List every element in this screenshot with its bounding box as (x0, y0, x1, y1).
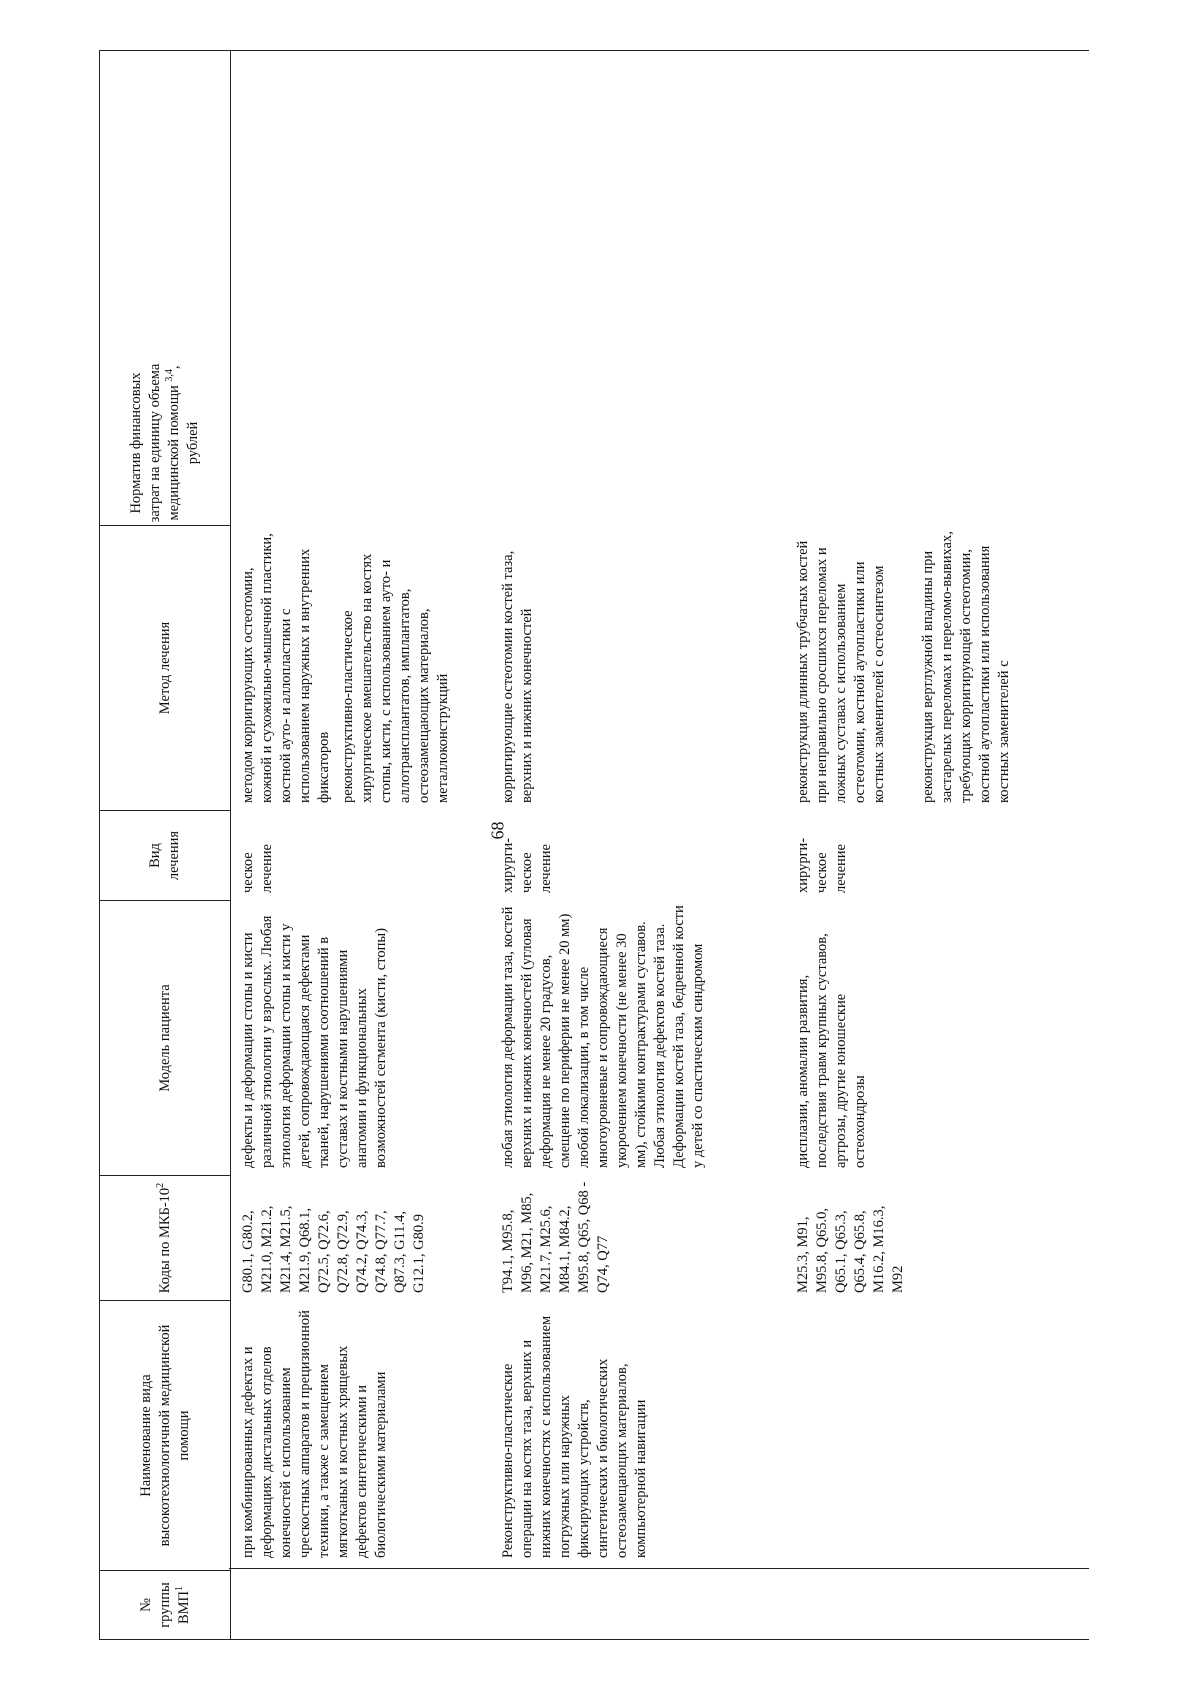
row3-icd-codes: M25.3, M91, M95.8, Q65.0, Q65.1, Q65.3, Q65.4, Q65.8, M16.2, M16.3, M92 (795, 1205, 906, 1293)
header-treatment-type (100, 810, 230, 900)
row1-treatment-type: ческое лечение (240, 844, 275, 893)
table-header (99, 50, 231, 1640)
header-vmp-name (100, 1300, 230, 1570)
header-vmp-name-label: Наименование вида высокотехнологичной медицинской помощи (137, 1324, 192, 1547)
header-treatment-method (100, 525, 230, 810)
row1-treatment-method-1: методом корригирующих остеотомии, кожной и сухожильно-мышечной пластики, костной ауто- и аллопластики с использованием наружных и внутренних фиксаторов (240, 533, 332, 803)
row1-treatment-method-2: реконструктивно-пластическое хирургическое вмешательство на костях стопы, кисти, с использованием ауто- и аллотрансплантатов, имплантатов, остеозамещающих материалов, металлоконструкций (340, 553, 451, 803)
header-treatment-type-label: Вид лечения (147, 830, 182, 881)
footnote-marker: 1 (173, 1585, 185, 1591)
header-icd-codes-label: Коды по МКБ-10 (156, 1187, 173, 1294)
rotated-page (99, 50, 1089, 1640)
row1-icd-codes: G80.1, G80.2, M21.0, M21.2, M21.4, M21.5, M21.9, Q68.1, Q72.5, Q72.6, Q72.8, Q72.9, Q74.2, Q74.3, Q74.8, Q77.7, Q87.3, G11.4, G12.1, G80.9 (240, 1205, 427, 1293)
row2-patient-model: любая этиология деформации таза, костей верхних и нижних конечностей (угловая деформация не менее 20 градусов, смещение по периферии не менее 20 мм) любой локализации, в том числе многоуровневые и сопровождающиеся укорочением конечности (не менее 30 мм), стойкими контрактурами суставов. Любая этиология дефектов костей таза. Деформации костей таза, бедренной кости у детей со спастическим синдромом (500, 905, 706, 1168)
row2-treatment-type: хирурги-ческое лечение (500, 837, 554, 893)
header-cost-standard (100, 50, 230, 525)
header-cost-unit: , рублей (166, 365, 201, 465)
row3-treatment-method-1: реконструкция длинных трубчатых костей при неправильно сросшихся переломах и ложных суставах с использованием остеотомии, костной аутопластики или костных заменителей с остеосинтезом (795, 540, 887, 803)
row2-vmp-name: Реконструктивно-пластические операции на костях таза, верхних и нижних конечностях с использованием погружных или наружных фиксирующих устройств, синтетических и биологических остеозамещающих материалов, компьютерной навигации (500, 1315, 649, 1558)
row2-icd-codes: T94.1, M95.8, M96, M21, M85, M21.7, M25.6, M84.1, M84.2, M95.8, Q65, Q68 - Q74, Q77 (500, 1181, 611, 1293)
row3-treatment-type: хирурги-ческое лечение (795, 837, 849, 893)
header-treatment-method-label: Метод лечения (156, 621, 173, 715)
header-group-number-label: № группы ВМП (137, 1582, 192, 1628)
footnote-marker: 2 (154, 1182, 166, 1188)
header-patient-model-label: Модель пациента (156, 984, 173, 1092)
row2-treatment-method-1: корригирующие остеотомии костей таза, верхних и нижних конечностей (500, 550, 535, 803)
header-patient-model (100, 900, 230, 1175)
footnote-marker: 3,4 (164, 369, 176, 382)
header-group-number (100, 1570, 230, 1640)
header-cost-standard-label: Норматив финансовых затрат на единицу объема медицинской помощи (128, 363, 182, 523)
vmp-table (99, 50, 1089, 1640)
header-icd-codes (100, 1175, 230, 1300)
page-number: 68 (487, 821, 508, 840)
row1-patient-model: дефекты и деформации стопы и кисти различной этиологии у взрослых. Любая этиология деформации стопы и кисти у детей, сопровождающаяся дефектами тканей, нарушениями соотношений в суставах и костными нарушениями анатомии и функциональных возможностей сегмента (кисти, стопы) (240, 915, 389, 1168)
row3-patient-model: дисплазии, аномалии развития, последствия травм крупных суставов, артрозы, другие юношеские остеохондрозы (795, 933, 868, 1168)
table-body (229, 50, 1089, 1640)
row1-vmp-name: при комбинированных дефектах и деформациях дистальных отделов конечностей с использованием чрескостных аппаратов и прецизионной техники, а также с замещением мягкотканых и костных хрящевых дефектов синтетическими и биологическими материалами (240, 1310, 389, 1558)
row3-treatment-method-2: реконструкция вертлужной впадины при застарелых переломах и переломо-вывихах, требующих корригирующей остеотомии, костной аутопластики или использования костных заменителей с (920, 531, 1012, 803)
